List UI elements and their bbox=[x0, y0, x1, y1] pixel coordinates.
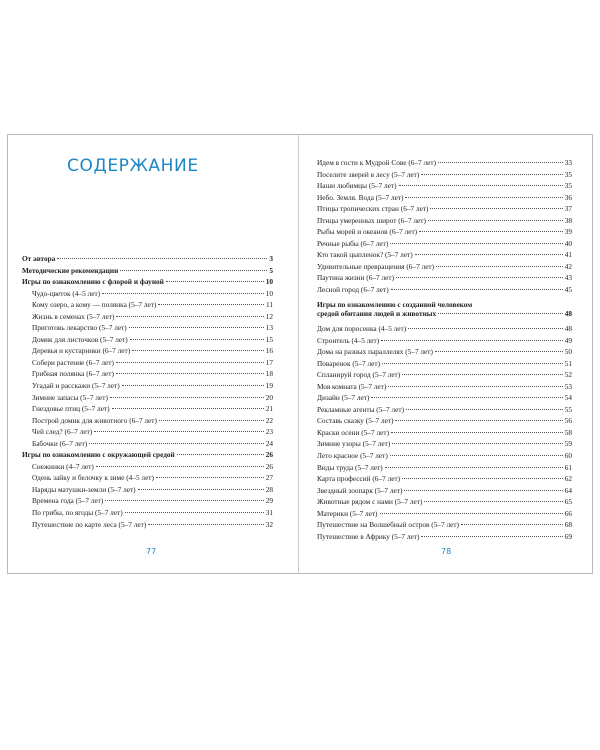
toc-leader bbox=[380, 513, 563, 514]
toc-entry-page: 26 bbox=[265, 461, 273, 471]
toc-entry-title: Идем в гости к Мудрой Сове (6–7 лет) bbox=[317, 158, 437, 167]
toc-entry bbox=[22, 323, 273, 335]
toc-entry-title: Поваренок (5–7 лет) bbox=[317, 358, 381, 368]
toc-entry bbox=[317, 416, 572, 428]
toc-entry-title: Удивительные превращения (6–7 лет) bbox=[317, 261, 435, 271]
toc-entry-title: От автора bbox=[22, 254, 56, 263]
toc-entry bbox=[317, 170, 572, 182]
toc-leader bbox=[438, 162, 563, 163]
toc-leader bbox=[430, 208, 562, 209]
toc-entry bbox=[22, 358, 273, 370]
toc-entry bbox=[317, 370, 572, 382]
toc-right-top bbox=[317, 158, 572, 297]
toc-entry-title: Методические рекомендации bbox=[22, 265, 119, 275]
toc-entry-page: 35 bbox=[564, 169, 572, 179]
toc-entry-page: 5 bbox=[269, 265, 273, 275]
toc-entry bbox=[22, 462, 273, 474]
toc-leader bbox=[436, 266, 563, 267]
toc-entry-title: Поселите зверей в лесу (5–7 лет) bbox=[317, 169, 420, 179]
toc-leader bbox=[116, 373, 264, 374]
toc-leader bbox=[371, 397, 562, 398]
toc-leader bbox=[381, 340, 563, 341]
toc-entry-title: Домик для листочков (5–7 лет) bbox=[32, 334, 128, 344]
toc-entry-title: Птицы тропических стран (6–7 лет) bbox=[317, 204, 429, 214]
toc-entry-page: 60 bbox=[564, 451, 572, 461]
toc-entry bbox=[22, 312, 273, 324]
page-number-left: 77 bbox=[146, 547, 157, 556]
toc-leader bbox=[130, 339, 264, 340]
toc-entry bbox=[317, 393, 572, 405]
toc-entry-title: Угадай и расскажи (5–7 лет) bbox=[32, 381, 120, 391]
toc-leader bbox=[125, 512, 264, 513]
toc-leader bbox=[96, 466, 264, 467]
toc-leader bbox=[421, 536, 562, 537]
toc-entry-page: 32 bbox=[265, 519, 273, 529]
toc-entry bbox=[317, 216, 572, 228]
toc-entry-title: Кто такой цыпленок? (5–7 лет) bbox=[317, 250, 413, 260]
toc-leader bbox=[402, 478, 563, 479]
toc-entry bbox=[22, 266, 273, 278]
toc-entry bbox=[22, 335, 273, 347]
toc-leader bbox=[405, 197, 562, 198]
toc-entry bbox=[317, 509, 572, 521]
toc-leader bbox=[129, 327, 264, 328]
toc-entry-page: 39 bbox=[564, 227, 572, 237]
toc-entry-page: 23 bbox=[265, 427, 273, 437]
toc-entry bbox=[22, 473, 273, 485]
toc-entry bbox=[317, 158, 572, 170]
toc-entry-page: 36 bbox=[564, 192, 572, 202]
toc-entry-page: 26 bbox=[265, 450, 273, 460]
toc-entry-page: 35 bbox=[564, 181, 572, 191]
toc-leader bbox=[408, 328, 563, 329]
toc-entry bbox=[317, 193, 572, 205]
toc-entry bbox=[22, 369, 273, 381]
toc-entry-page: 52 bbox=[564, 370, 572, 380]
toc-entry bbox=[22, 416, 273, 428]
toc-entry bbox=[317, 382, 572, 394]
toc-entry-title: Времена года (5–7 лет) bbox=[32, 496, 104, 506]
toc-entry-title: Игры по ознакомлению с флорой и фауной bbox=[22, 277, 164, 287]
toc-entry-page: 10 bbox=[265, 277, 273, 287]
toc-leader bbox=[415, 254, 563, 255]
toc-entry-page: 22 bbox=[265, 415, 273, 425]
toc-entry-title: Рекламные агенты (5–7 лет) bbox=[317, 404, 405, 414]
toc-entry-title: Снежинки (4–7 лет) bbox=[32, 461, 94, 471]
toc-entry-title: Краски осени (5–7 лет) bbox=[317, 427, 389, 437]
toc-entry bbox=[22, 404, 273, 416]
toc-entry-title: Строитель (4–5 лет) bbox=[317, 335, 380, 345]
toc-entry-title: Речные рыбы (6–7 лет) bbox=[317, 238, 389, 248]
toc-entry-title: Построй домик для животного (6–7 лет) bbox=[32, 415, 157, 425]
toc-entry bbox=[22, 381, 273, 393]
toc-entry-page: 69 bbox=[564, 531, 572, 541]
toc-entry-title: Составь сказку (5–7 лет) bbox=[317, 416, 394, 426]
toc-leader bbox=[395, 420, 562, 421]
toc-entry bbox=[22, 427, 273, 439]
toc-entry-page: 27 bbox=[265, 473, 273, 483]
toc-leader bbox=[159, 420, 264, 421]
toc-entry bbox=[22, 254, 273, 266]
toc-leader bbox=[419, 231, 563, 232]
toc-entry-page: 50 bbox=[564, 347, 572, 357]
toc-section-line1: Игры по ознакомлению с созданной человеком bbox=[317, 300, 473, 309]
toc-leader bbox=[428, 220, 563, 221]
toc-entry-title: Животные рядом с нами (5–7 лет) bbox=[317, 497, 423, 507]
toc-entry bbox=[317, 439, 572, 451]
toc-entry-page: 15 bbox=[265, 334, 273, 344]
toc-entry bbox=[317, 273, 572, 285]
toc-leader bbox=[105, 500, 263, 501]
toc-entry bbox=[317, 428, 572, 440]
toc-entry bbox=[22, 496, 273, 508]
toc-entry-page: 54 bbox=[564, 393, 572, 403]
toc-entry-title: Грибная полянка (6–7 лет) bbox=[32, 369, 114, 379]
toc-leader bbox=[392, 443, 562, 444]
toc-entry bbox=[317, 486, 572, 498]
toc-leader bbox=[177, 454, 264, 455]
toc-entry-page: 40 bbox=[564, 238, 572, 248]
toc-entry-title: Карта профессий (6–7 лет) bbox=[317, 474, 401, 484]
page-title: СОДЕРЖАНИЕ bbox=[67, 156, 199, 176]
toc-leader bbox=[424, 501, 562, 502]
toc-section-heading bbox=[317, 300, 572, 319]
toc-entry-title: Птицы умеренных широт (6–7 лет) bbox=[317, 215, 426, 225]
toc-entry bbox=[317, 324, 572, 336]
toc-leader bbox=[94, 431, 263, 432]
toc-entry-title: Жизнь в семенах (5–7 лет) bbox=[32, 311, 115, 321]
toc-entry bbox=[317, 227, 572, 239]
toc-entry-title: Спланируй город (5–7 лет) bbox=[317, 370, 401, 380]
toc-leader bbox=[404, 490, 562, 491]
toc-entry-page: 10 bbox=[265, 288, 273, 298]
toc-leader bbox=[102, 293, 264, 294]
toc-entry bbox=[317, 204, 572, 216]
toc-entry bbox=[317, 250, 572, 262]
toc-entry-title: Моя комната (5–7 лет) bbox=[317, 381, 387, 391]
toc-entry bbox=[317, 262, 572, 274]
toc-entry-page: 11 bbox=[265, 300, 273, 310]
toc-leader bbox=[388, 386, 562, 387]
toc-entry-title: Одень зайку и белочку к зиме (4–5 лет) bbox=[32, 473, 154, 483]
toc-leader bbox=[435, 351, 563, 352]
book-gutter bbox=[298, 134, 299, 574]
toc-leader bbox=[110, 397, 264, 398]
toc-entry bbox=[317, 359, 572, 371]
toc-entry-title: Кому озеро, а кому — полянка (5–7 лет) bbox=[32, 300, 157, 310]
toc-entry-title: Чудо-цветок (4–5 лет) bbox=[32, 288, 101, 298]
toc-entry-title: Лето красное (5–7 лет) bbox=[317, 451, 388, 461]
toc-entry bbox=[317, 497, 572, 509]
toc-entry-page: 12 bbox=[265, 311, 273, 321]
toc-entry bbox=[22, 289, 273, 301]
toc-entry-title: Рыбы морей и океанов (6–7 лет) bbox=[317, 227, 418, 237]
toc-entry-title: Материки (5–7 лет) bbox=[317, 508, 378, 518]
toc-entry-page: 49 bbox=[564, 335, 572, 345]
toc-entry-page: 31 bbox=[265, 508, 273, 518]
toc-leader bbox=[116, 316, 263, 317]
toc-entry bbox=[317, 405, 572, 417]
toc-entry-title: Путешествие по карте леса (5–7 лет) bbox=[32, 519, 147, 529]
toc-entry-page: 29 bbox=[265, 496, 273, 506]
toc-entry-title: Чей след? (6–7 лет) bbox=[32, 427, 93, 437]
toc-entry-page: 62 bbox=[564, 474, 572, 484]
toc-entry-title: Наряды матушки-земли (5–7 лет) bbox=[32, 484, 136, 494]
toc-entry-title: Паутина жизни (6–7 лет) bbox=[317, 273, 395, 283]
toc-entry-page: 37 bbox=[564, 204, 572, 214]
toc-entry-page: 33 bbox=[564, 158, 572, 167]
toc-leader bbox=[399, 185, 563, 186]
toc-entry bbox=[317, 451, 572, 463]
toc-entry-page: 58 bbox=[564, 427, 572, 437]
toc-entry bbox=[317, 336, 572, 348]
toc-entry bbox=[317, 181, 572, 193]
toc-entry bbox=[22, 508, 273, 520]
toc-entry-title: Зимние запасы (5–7 лет) bbox=[32, 392, 108, 402]
toc-leader bbox=[438, 313, 563, 314]
toc-entry-page: 53 bbox=[564, 381, 572, 391]
right-page bbox=[317, 134, 572, 572]
toc-entry-page: 41 bbox=[564, 250, 572, 260]
toc-entry-page: 43 bbox=[564, 273, 572, 283]
toc-leader bbox=[396, 277, 563, 278]
toc-leader bbox=[390, 243, 562, 244]
toc-entry-page: 21 bbox=[265, 404, 273, 414]
toc-entry-title: Игры по ознакомлению с окружающей средой bbox=[22, 450, 175, 460]
toc-entry bbox=[317, 474, 572, 486]
toc-entry bbox=[22, 277, 273, 289]
toc-entry-page: 3 bbox=[269, 254, 273, 263]
toc-entry-title: По грибы, по ягоды (5–7 лет) bbox=[32, 508, 123, 518]
toc-entry bbox=[317, 285, 572, 297]
toc-entry-title: Собери растение (6–7 лет) bbox=[32, 357, 114, 367]
toc-leader bbox=[421, 174, 562, 175]
toc-leader bbox=[391, 289, 563, 290]
toc-entry-page: 20 bbox=[265, 392, 273, 402]
toc-section-page: 48 bbox=[564, 309, 572, 319]
toc-entry-page: 13 bbox=[265, 323, 273, 333]
toc-leader bbox=[112, 408, 264, 409]
toc-entry-title: Дом для поросенка (4–5 лет) bbox=[317, 324, 407, 333]
toc-entry-title: Гнездовье птиц (5–7 лет) bbox=[32, 404, 110, 414]
toc-leader bbox=[116, 362, 264, 363]
toc-entry-page: 17 bbox=[265, 357, 273, 367]
toc-leader bbox=[391, 432, 563, 433]
toc-entry-page: 66 bbox=[564, 508, 572, 518]
toc-leader bbox=[382, 363, 563, 364]
toc-entry-page: 24 bbox=[265, 438, 273, 448]
toc-leader bbox=[132, 350, 264, 351]
toc-leader bbox=[122, 385, 264, 386]
toc-entry-title: Дизайн (5–7 лет) bbox=[317, 393, 370, 403]
toc-entry-page: 59 bbox=[564, 439, 572, 449]
toc-entry-title: Дома на разных параллелях (5–7 лет) bbox=[317, 347, 433, 357]
toc-entry-page: 51 bbox=[564, 358, 572, 368]
toc-leader bbox=[402, 374, 563, 375]
toc-entry-page: 45 bbox=[564, 285, 572, 295]
toc-entry-page: 64 bbox=[564, 485, 572, 495]
left-page bbox=[22, 134, 273, 572]
toc-leader bbox=[158, 304, 264, 305]
toc-entry-title: Зимние узоры (5–7 лет) bbox=[317, 439, 391, 449]
toc-leader bbox=[89, 443, 263, 444]
toc-leader bbox=[166, 281, 264, 282]
toc-entry-title: Путешествие на Волшебный остров (5–7 лет) bbox=[317, 520, 459, 530]
toc-entry-page: 68 bbox=[564, 520, 572, 530]
toc-entry bbox=[317, 532, 572, 544]
toc-leader bbox=[120, 270, 267, 271]
toc-entry-page: 19 bbox=[265, 381, 273, 391]
page-number-right: 78 bbox=[441, 547, 452, 556]
toc-entry-title: Деревья и кустарники (6–7 лет) bbox=[32, 346, 131, 356]
toc-entry-page: 61 bbox=[564, 462, 572, 472]
toc-entry bbox=[22, 346, 273, 358]
toc-entry bbox=[317, 347, 572, 359]
toc-entry bbox=[22, 393, 273, 405]
toc-leader bbox=[148, 524, 263, 525]
toc-leader bbox=[156, 477, 264, 478]
toc-entry bbox=[22, 485, 273, 497]
toc-entry bbox=[22, 450, 273, 462]
toc-entry bbox=[317, 239, 572, 251]
toc-leader bbox=[406, 409, 563, 410]
toc-leader bbox=[385, 467, 563, 468]
toc-entry-page: 56 bbox=[564, 416, 572, 426]
toc-entry-page: 55 bbox=[564, 404, 572, 414]
toc-entry-page: 48 bbox=[564, 324, 572, 333]
toc-section-line2: средой обитания людей и животных bbox=[317, 309, 437, 319]
toc-entry-title: Лесной город (6–7 лет) bbox=[317, 285, 389, 295]
toc-entry-title: Наши любимцы (5–7 лет) bbox=[317, 181, 397, 191]
toc-entry-page: 16 bbox=[265, 346, 273, 356]
toc-entry-page: 28 bbox=[265, 484, 273, 494]
toc-leader bbox=[390, 455, 563, 456]
toc-leader bbox=[57, 258, 267, 259]
toc-entry-page: 42 bbox=[564, 261, 572, 271]
toc-entry-title: Небо. Земля. Вода (5–7 лет) bbox=[317, 192, 404, 202]
toc-entry-title: Звездный зоопарк (5–7 лет) bbox=[317, 485, 403, 495]
toc-entry-title: Бабочки (6–7 лет) bbox=[32, 438, 88, 448]
toc-left bbox=[22, 254, 273, 531]
toc-entry bbox=[22, 300, 273, 312]
toc-entry-title: Виды труда (5–7 лет) bbox=[317, 462, 383, 472]
toc-entry-title: Путешествие в Африку (5–7 лет) bbox=[317, 531, 420, 541]
toc-leader bbox=[461, 524, 563, 525]
toc-leader bbox=[138, 489, 264, 490]
toc-right-bottom bbox=[317, 324, 572, 543]
toc-entry bbox=[317, 463, 572, 475]
toc-entry-page: 38 bbox=[564, 215, 572, 225]
toc-entry bbox=[22, 439, 273, 451]
toc-entry-title: Приготовь лекарство (5–7 лет) bbox=[32, 323, 127, 333]
toc-entry-page: 65 bbox=[564, 497, 572, 507]
toc-entry-page: 18 bbox=[265, 369, 273, 379]
toc-entry bbox=[22, 520, 273, 532]
toc-right-section bbox=[317, 300, 572, 319]
toc-entry bbox=[317, 520, 572, 532]
